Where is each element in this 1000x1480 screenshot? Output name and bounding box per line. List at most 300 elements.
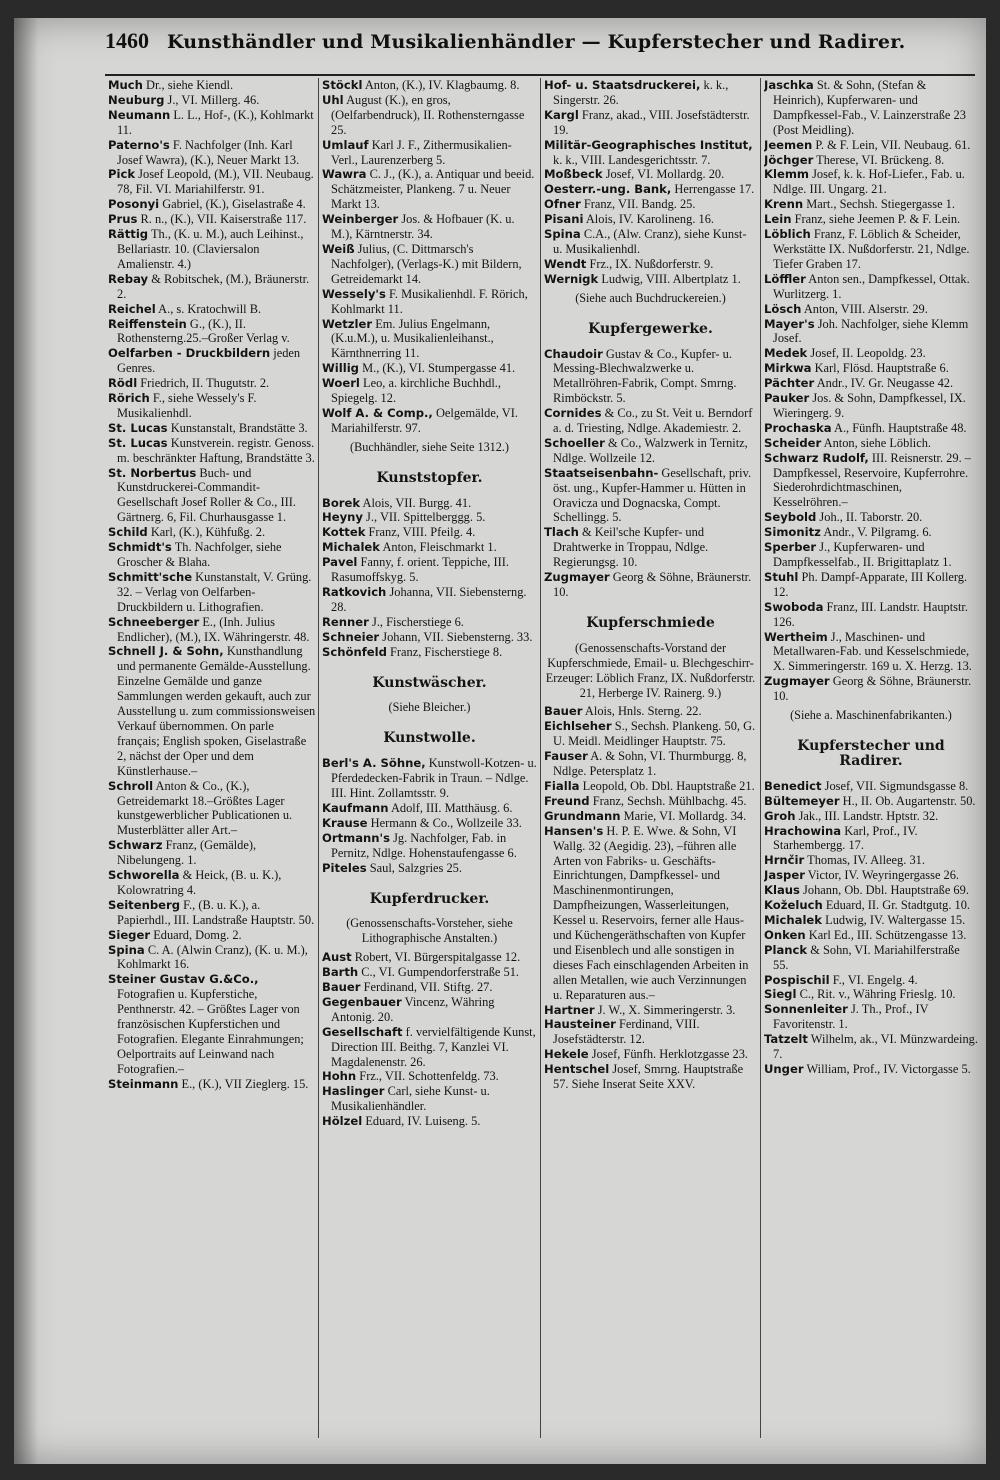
entry-name: Sperber	[764, 540, 817, 555]
entry-name: Hrachowina	[764, 823, 842, 838]
entry-name: Chaudoir	[544, 346, 603, 361]
entry-text: Josef, Smrng. Hauptstraße 57. Siehe Inserat Seite XXV.	[553, 1062, 744, 1092]
entry-text: Josef Leopold, (M.), VII. Neubaug. 78, Fil. VI. Mariahilferstr. 91.	[117, 167, 314, 197]
entry-text: Ferdinand, VIII. Josefstädterstr. 12.	[553, 1017, 700, 1047]
directory-entry	[322, 78, 537, 93]
entry-text: Alois, IV. Karolineng. 16.	[585, 212, 714, 227]
entry-text: Buch- und Kunstdruckerei-Commandit-Gesellschaft Josef Roller & Co., III. Gärtnerg. 6, Fil. Churhausgasse 1.	[117, 465, 296, 525]
entry-text: Josef, Fünfh. Herklotzgasse 23.	[591, 1047, 749, 1062]
directory-entry	[108, 108, 316, 138]
directory-entry	[108, 78, 316, 93]
entry-text: Fotografien u. Kupferstiche, Penthnerstr. 42. – Größtes Lager von französischen Kupferstichen und Fotografien. Elegante Einrahmungen; Oelportraits auf Leinwand nach Fotografien.–	[117, 987, 304, 1076]
section-heading: Kupfergewerke.	[588, 320, 713, 337]
entry-name: Rättig	[108, 227, 149, 242]
entry-text: Anton, siehe Löblich.	[823, 435, 931, 450]
entry-name: Michalek	[764, 912, 823, 927]
section-note: (Siehe a. Maschinenfabrikanten.)	[790, 708, 952, 723]
entry-name: Swoboda	[764, 599, 824, 614]
directory-entry	[544, 1003, 757, 1018]
directory-entry	[544, 1017, 757, 1047]
column-divider	[540, 78, 541, 1438]
directory-entry	[764, 212, 978, 227]
directory-entry	[322, 540, 537, 555]
directory-entry	[544, 570, 757, 600]
entry-text: Franz, Sechsh. Mühlbachg. 45.	[592, 793, 747, 808]
directory-entry	[108, 525, 316, 540]
entry-name: Siegl	[764, 987, 797, 1002]
directory-entry	[108, 943, 316, 973]
directory-entry	[108, 272, 316, 302]
entry-name: Pächter	[764, 376, 815, 391]
entry-name: Oesterr.-ung. Bank,	[544, 182, 672, 197]
entry-name: Krause	[322, 815, 368, 830]
entry-name: Zugmayer	[544, 570, 610, 585]
entry-name: Seitenberg	[108, 897, 181, 912]
entry-name: Mirkwa	[764, 361, 812, 376]
entry-name: Michalek	[322, 540, 381, 555]
directory-entry	[544, 272, 757, 287]
entry-text: H., II. Ob. Augartenstr. 50.	[842, 793, 976, 808]
entry-text: & Robitschek, (M.), Bräunerstr. 2.	[117, 271, 310, 301]
entry-name: Staatseisenbahn-	[544, 465, 659, 480]
entry-name: Pospischil	[764, 972, 830, 987]
entry-text: Friedrich, II. Thugutstr. 2.	[140, 376, 270, 391]
entry-text: Karl, Prof., IV. Starhembergg. 17.	[773, 823, 918, 853]
entry-text: Kunstwoll-Kotzen- u. Pferdedecken-Fabrik in Traun. – Ndlge. III. Hint. Zollamtsstr. 9.	[331, 756, 537, 801]
entry-text: Thomas, IV. Alleeg. 31.	[807, 853, 925, 868]
entry-text: Th., (K. u. M.), auch Leihinst., Bellariastr. 10. (Claviersalon Amalienstr. 4.)	[117, 227, 304, 271]
entry-name: Schönfeld	[322, 644, 387, 659]
directory-entry	[322, 93, 537, 138]
directory-entry	[544, 809, 757, 824]
entry-text: Victor, IV. Weyringergasse 26.	[807, 868, 960, 883]
entry-name: Klemm	[764, 167, 809, 182]
entry-name: Steinmann	[108, 1076, 179, 1091]
entry-name: Hekele	[544, 1047, 589, 1062]
entry-text: jeden Genres.	[117, 346, 301, 376]
entry-text: Josef, II. Leopoldg. 23.	[810, 346, 926, 361]
entry-text: G., (K.), II. Rothensterng.25.–Großer Verlag v.	[117, 316, 290, 346]
directory-entry	[544, 1047, 757, 1062]
entry-name: Woerl	[322, 376, 360, 391]
directory-entry	[108, 615, 316, 645]
entry-text: Franz, III. Landstr. Hauptstr. 126.	[773, 599, 968, 629]
entry-text: Franz, VIII. Pfeilg. 4.	[368, 525, 476, 540]
entry-text: L. L., Hof-, (K.), Kohlmarkt 11.	[117, 107, 314, 137]
directory-entry	[322, 950, 537, 965]
directory-entry	[764, 987, 978, 1002]
directory-entry	[764, 600, 978, 630]
directory-entry	[108, 570, 316, 615]
entry-text: Franz, (Gemälde), Nibelungeng. 1.	[117, 838, 257, 868]
entry-text: Oelgemälde, VI. Mariahilferstr. 97.	[331, 405, 518, 435]
entry-name: Mayer's	[764, 316, 815, 331]
entry-name: Schworella	[108, 868, 180, 883]
entry-text: Eduard, Domg. 2.	[153, 927, 242, 942]
entry-text: Alois, Hnls. Sterng. 22.	[584, 704, 702, 719]
entry-text: Andr., IV. Gr. Neugasse 42.	[816, 376, 954, 391]
entry-text: Franz, VII. Bandg. 25.	[583, 197, 696, 212]
header-rule	[105, 74, 975, 76]
entry-text: Frz., VII. Schottenfeldg. 73.	[359, 1069, 499, 1084]
entry-text: C. J., (K.), a. Antiquar und beeid. Schätzmeister, Plankeng. 7 u. Neuer Markt 13.	[331, 167, 535, 212]
entry-text: M., (K.), VI. Stumpergasse 41.	[362, 361, 516, 376]
directory-entry	[764, 167, 978, 197]
entry-text: Karl, (K.), Kühfußg. 2.	[150, 525, 266, 540]
entry-text: Anton & Co., (K.), Getreidemarkt 18.–Größtes Lager kunstgewerblicher Publicationen u. Musterblätter aller Art.–	[117, 778, 293, 838]
entry-text: Jg. Nachfolger, Fab. in Pernitz, Ndlge. Hohenstaufengasse 6.	[331, 830, 517, 860]
directory-entry	[764, 436, 978, 451]
directory-entry	[544, 197, 757, 212]
entry-name: Barth	[322, 965, 359, 980]
directory-entry	[544, 227, 757, 257]
directory-entry	[108, 972, 316, 1076]
directory-entry	[322, 756, 537, 801]
entry-text: Anton sen., Dampfkessel, Ottak. Wurlitzerg. 1.	[773, 271, 970, 301]
entry-name: Hartner	[544, 1002, 595, 1017]
directory-entry	[108, 167, 316, 197]
directory-entry	[108, 197, 316, 212]
directory-entry	[322, 965, 537, 980]
entry-text: Mart., Sechsh. Stiegergasse 1.	[806, 197, 955, 212]
section-heading: Kunstwolle.	[383, 730, 476, 747]
entry-text: A., Fünfh. Hauptstraße 48.	[834, 420, 967, 435]
directory-entry	[764, 809, 978, 824]
entry-text: Kunsthandlung und permanente Gemälde-Ausstellung. Einzelne Gemälde und ganze Sammlungen werden gekauft, auch zur Ausstellung u. zum commissionsweisen Verkauf übernommen. On parle français; English spoken, Giselastraße 2, nächst der Oper und dem Künstlerhause.–	[117, 644, 316, 778]
directory-entry	[108, 93, 316, 108]
directory-entry	[322, 816, 537, 831]
directory-entry	[764, 883, 978, 898]
entry-text: Em. Julius Engelmann, (K.u.M.), u. Musikalienleihanst., Kärnthnerring 11.	[331, 316, 494, 361]
entry-name: Fialla	[544, 778, 580, 793]
entry-name: Schild	[108, 525, 148, 540]
entry-text: Jos. & Sohn, Dampfkessel, IX. Wieringerg. 9.	[773, 391, 966, 420]
directory-entry	[322, 585, 537, 615]
directory-entry	[764, 824, 978, 854]
entry-name: Schoeller	[544, 435, 605, 450]
entry-text: J., Maschinen- und Metallwaren-Fab. und Kesselschmiede, X. Simmeringerstr. 169 u. X. Herzg. 13.	[773, 629, 972, 674]
entry-text: S., Sechsh. Plankeng. 50, G. U. Meidl. Meidlinger Hauptstr. 75.	[553, 719, 756, 749]
entry-text: F., VI. Engelg. 4.	[832, 972, 918, 987]
entry-text: J. Th., Prof., IV Favoritenstr. 1.	[773, 1002, 929, 1032]
entry-text: Anton, VIII. Alserstr. 29.	[803, 301, 928, 316]
directory-entry	[108, 346, 316, 376]
entry-name: Moßbeck	[544, 167, 603, 182]
directory-entry	[544, 794, 757, 809]
page-number: 1460	[105, 28, 149, 53]
directory-entry	[764, 525, 978, 540]
directory-entry	[764, 779, 978, 794]
directory-entry	[544, 167, 757, 182]
directory-entry	[764, 451, 978, 511]
entry-text: William, Prof., IV. Victorgasse 5.	[806, 1062, 971, 1076]
entry-text: Fanny, f. orient. Teppiche, III. Rasumoffskyg. 5.	[331, 555, 509, 585]
entry-name: Pavel	[322, 555, 358, 570]
directory-entry	[544, 466, 757, 526]
entry-text: Franz, siehe Jeemen P. & F. Lein.	[794, 212, 961, 227]
directory-entry	[322, 1114, 537, 1129]
entry-name: Zugmayer	[764, 674, 830, 689]
entry-name: Kaufmann	[322, 800, 389, 815]
entry-text: J. W., X. Simmeringerstr. 3.	[597, 1002, 736, 1017]
entry-name: Kottek	[322, 525, 366, 540]
entry-name: Bültemeyer	[764, 793, 840, 808]
entry-name: Willig	[322, 361, 359, 376]
entry-text: F., siehe Wessely's F. Musikalienhdl.	[117, 391, 257, 420]
entry-name: Lösch	[764, 301, 802, 316]
section-note: (Siehe auch Buchdruckereien.)	[575, 290, 726, 305]
entry-text: J., VI. Millerg. 46.	[167, 92, 260, 107]
directory-entry	[322, 630, 537, 645]
entry-name: Oelfarben - Druckbildern	[108, 346, 271, 361]
directory-entry	[322, 167, 537, 212]
entry-text: k. k., Singerstr. 26.	[553, 78, 729, 107]
directory-entry	[322, 376, 537, 406]
column-divider	[760, 78, 761, 1438]
entry-text: Jos. & Hofbauer (K. u. M.), Kärntnerstr. 34.	[331, 212, 515, 242]
directory-entry	[764, 346, 978, 361]
entry-name: Schneeberger	[108, 614, 200, 629]
directory-entry	[764, 913, 978, 928]
entry-name: Jöchger	[764, 152, 814, 167]
entry-name: Sieger	[108, 927, 151, 942]
entry-name: Löffler	[764, 271, 806, 286]
entry-text: Gustav & Co., Kupfer- u. Messing-Blechwalzwerke u. Metallröhren-Fabrik, Compt. Smrng. Rimböckstr. 5.	[553, 346, 737, 406]
entry-text: Johann, VII. Siebensterng. 33.	[382, 629, 533, 644]
directory-entry	[322, 645, 537, 660]
entry-name: Reiffenstein	[108, 316, 187, 331]
section-note: (Genossenschafts-Vorstand der Kupferschmiede, Email- u. Blechgeschirr-Erzeuger: Löblich Franz, IX. Nußdorferstr. 21, Herberge IV. Rainerg. 9.)	[545, 640, 756, 700]
entry-text: Franz, akad., VIII. Josefstädterstr. 19.	[553, 107, 750, 137]
entry-text: A., s. Kratochwill B.	[158, 301, 262, 316]
entry-text: Karl J. F., Zithermusikalien-Verl., Laurenzerberg 5.	[331, 137, 512, 167]
directory-entry	[108, 1077, 316, 1092]
directory-entry	[322, 1084, 537, 1114]
directory-entry	[108, 898, 316, 928]
directory-entry	[544, 749, 757, 779]
directory-entry	[764, 361, 978, 376]
entry-name: Wendt	[544, 256, 587, 271]
entry-text: A. & Sohn, VI. Thurmburgg. 8, Ndlge. Petersplatz 1.	[553, 749, 747, 779]
entry-name: St. Lucas	[108, 420, 168, 435]
directory-entry	[322, 496, 537, 511]
entry-name: Jeemen	[764, 137, 813, 152]
directory-entry	[322, 138, 537, 168]
directory-entry	[322, 555, 537, 585]
entry-text: Dr., siehe Kiendl.	[146, 78, 234, 92]
entry-name: Ofner	[544, 197, 581, 212]
entry-text: Gesellschaft, priv. öst. ung., Kupfer-Hammer u. Hütten in Oravicza und Dognacska, Compt. Schellingg. 5.	[553, 465, 752, 525]
entry-name: Wetzler	[322, 316, 373, 331]
entry-name: Schwarz Rudolf,	[764, 450, 869, 465]
entry-text: Kunstverein. registr. Genoss. m. beschränkter Haftung, Brandstätte 3.	[117, 435, 315, 465]
entry-name: Hohn	[322, 1069, 357, 1084]
entry-name: Onken	[764, 927, 806, 942]
entry-text: Leopold, Ob. Dbl. Hauptstraße 21.	[582, 778, 755, 793]
directory-entry	[322, 980, 537, 995]
entry-name: St. Lucas	[108, 435, 168, 450]
entry-name: Cornides	[544, 406, 602, 421]
column-divider	[318, 78, 319, 1438]
entry-name: Reichel	[108, 301, 156, 316]
directory-entry	[108, 466, 316, 526]
entry-text: J., Kupferwaren- und Dampfkesselfab., II. Brigittaplatz 1.	[773, 540, 952, 569]
directory-entry	[322, 361, 537, 376]
directory-entry	[322, 831, 537, 861]
entry-text: Josef, VI. Mollardg. 20.	[605, 167, 725, 182]
entry-name: St. Norbertus	[108, 465, 197, 480]
entry-text: & Co., zu St. Veit u. Berndorf a. d. Triesting, Ndlge. Akademiestr. 2.	[553, 406, 753, 436]
entry-text: C., Rit. v., Währing Frieslg. 10.	[799, 987, 956, 1002]
entry-name: Stöckl	[322, 78, 363, 92]
entry-name: Simonitz	[764, 525, 821, 540]
directory-entry	[764, 674, 978, 704]
entry-name: Rödl	[108, 376, 138, 391]
entry-text: Hermann & Co., Wollzeile 33.	[370, 815, 522, 830]
entry-name: Hentschel	[544, 1062, 610, 1077]
entry-name: Sonnenleiter	[764, 1002, 848, 1017]
directory-entry	[544, 108, 757, 138]
entry-name: Tatzelt	[764, 1032, 808, 1047]
entry-name: Wernigk	[544, 271, 599, 286]
directory-entry	[764, 227, 978, 272]
directory-entry	[764, 794, 978, 809]
directory-entry	[108, 540, 316, 570]
entry-name: Bauer	[544, 704, 583, 719]
entry-name: Wertheim	[764, 629, 828, 644]
directory-entry	[764, 973, 978, 988]
entry-text: & Co., Walzwerk in Ternitz, Ndlge. Wollzeile 12.	[553, 435, 748, 465]
entry-name: Hof- u. Staatsdruckerei,	[544, 78, 701, 92]
directory-entry	[764, 376, 978, 391]
entry-name: Tlach	[544, 525, 579, 540]
section-heading: Kupferschmiede	[586, 614, 715, 631]
entry-name: Groh	[764, 808, 796, 823]
entry-text: Johann, Ob. Dbl. Hauptstraße 69.	[803, 883, 969, 898]
entry-text: F. Musikalienhdl. F. Rörich, Kohlmarkt 11.	[331, 286, 528, 316]
entry-name: Berl's A. Söhne,	[322, 756, 426, 771]
entry-name: Löblich	[764, 227, 811, 242]
entry-text: F. Nachfolger (Inh. Karl Josef Wawra), (K.), Neuer Markt 13.	[117, 137, 300, 167]
entry-name: Schmitt'sche	[108, 569, 193, 584]
entry-name: Kargl	[544, 107, 579, 122]
entry-name: Wolf A. & Comp.,	[322, 405, 433, 420]
directory-entry	[764, 853, 978, 868]
entry-name: Pauker	[764, 391, 810, 406]
entry-text: Carl, siehe Kunst- u. Musikalienhändler.	[331, 1084, 490, 1114]
directory-entry	[108, 928, 316, 943]
entry-text: J., Fischerstiege 6.	[372, 614, 464, 629]
directory-entry	[322, 525, 537, 540]
directory-entry	[764, 272, 978, 302]
entry-text: F., (B. u. K.), a. Papierhdl., III. Landstraße Hauptstr. 50.	[117, 897, 315, 927]
directory-entry	[322, 615, 537, 630]
entry-text: Alois, VII. Burgg. 41.	[362, 495, 472, 510]
directory-entry	[108, 868, 316, 898]
directory-entry	[322, 242, 537, 287]
entry-name: Hansen's	[544, 823, 604, 838]
column-3	[544, 78, 757, 1438]
directory-entry	[764, 570, 978, 600]
directory-entry	[544, 78, 757, 108]
entry-text: Kunstanstalt, V. Grüng. 32. – Verlag von Oelfarben-Druckbildern u. Lithografien.	[117, 569, 312, 614]
entry-name: Krenn	[764, 197, 804, 212]
directory-entry	[322, 317, 537, 362]
entry-text: Th. Nachfolger, siehe Groscher & Blaha.	[117, 540, 282, 569]
entry-text: P. & F. Lein, VII. Neubaug. 61.	[815, 137, 971, 152]
entry-text: C. A. (Alwin Cranz), (K. u. M.), Kohlmarkt 16.	[117, 942, 308, 972]
entry-text: & Sohn, VI. Mariahilferstraße 55.	[773, 942, 960, 972]
entry-text: Herrengasse 17.	[674, 182, 755, 197]
directory-entry	[322, 287, 537, 317]
entry-name: Scheider	[764, 435, 822, 450]
entry-text: Joh., II. Taborstr. 20.	[819, 510, 923, 525]
entry-text: Karl Ed., III. Schützengasse 13.	[808, 927, 967, 942]
entry-name: Hrnčir	[764, 853, 805, 868]
entry-name: Spina	[544, 227, 581, 242]
directory-entry	[544, 719, 757, 749]
entry-name: Wessely's	[322, 286, 386, 301]
entry-text: E., (K.), VII Zieglerg. 15.	[181, 1076, 309, 1091]
directory-entry	[764, 928, 978, 943]
entry-name: Unger	[764, 1062, 804, 1076]
entry-text: Ludwig, VIII. Albertplatz 1.	[601, 271, 741, 286]
directory-entry	[108, 302, 316, 317]
entry-text: Georg & Söhne, Bräunerstr. 10.	[773, 674, 972, 704]
entry-text: III. Reisnerstr. 29. –Dampfkessel, Reservoire, Kupferrohre. Siederohrdichtmaschinen, Kesselröhren.–	[773, 450, 971, 510]
entry-text: Leo, a. kirchliche Buchhdl., Spiegelg. 12.	[331, 376, 501, 406]
directory-entry	[108, 838, 316, 868]
entry-text: Adolf, III. Matthäusg. 6.	[390, 800, 513, 815]
entry-text: Ph. Dampf-Apparate, III Kollerg. 12.	[773, 569, 968, 599]
directory-entry	[544, 212, 757, 227]
entry-name: Steiner Gustav G.&Co.,	[108, 972, 259, 987]
directory-entry	[764, 153, 978, 168]
section-heading: Kunstwäscher.	[372, 674, 487, 691]
entry-name: Borek	[322, 495, 361, 510]
directory-entry	[764, 1002, 978, 1032]
entry-text: August (K.), en gros, (Oelfarbendruck), II. Rothensterngasse 25.	[331, 92, 525, 137]
entry-name: Jaschka	[764, 78, 814, 92]
entry-name: Heyny	[322, 510, 363, 525]
entry-name: Haslinger	[322, 1084, 385, 1099]
directory-entry	[764, 391, 978, 421]
directory-entry	[322, 212, 537, 242]
directory-entry	[108, 376, 316, 391]
section-heading: Kupferdrucker.	[369, 890, 490, 907]
directory-entry	[764, 302, 978, 317]
directory-entry	[322, 995, 537, 1025]
directory-entry	[108, 644, 316, 778]
directory-entry	[544, 436, 757, 466]
entry-name: Hölzel	[322, 1114, 363, 1129]
entry-name: Schnell J. & Sohn,	[108, 644, 224, 659]
entry-name: Schroll	[108, 778, 154, 793]
entry-name: Freund	[544, 793, 590, 808]
entry-name: Much	[108, 78, 143, 92]
directory-entry	[764, 943, 978, 973]
entry-name: Planck	[764, 942, 808, 957]
entry-text: Saul, Salzgries 25.	[369, 860, 462, 875]
section-note: (Siehe Bleicher.)	[388, 700, 471, 715]
entry-text: Kunstanstalt, Brandstätte 3.	[170, 420, 308, 435]
entry-text: Ferdinand, VII. Stiftg. 27.	[363, 980, 493, 995]
entry-name: Seybold	[764, 510, 817, 525]
directory-entry	[544, 138, 757, 168]
directory-entry	[764, 630, 978, 675]
directory-entry	[764, 540, 978, 570]
entry-text: Vincenz, Währing Antonig. 20.	[331, 994, 495, 1024]
